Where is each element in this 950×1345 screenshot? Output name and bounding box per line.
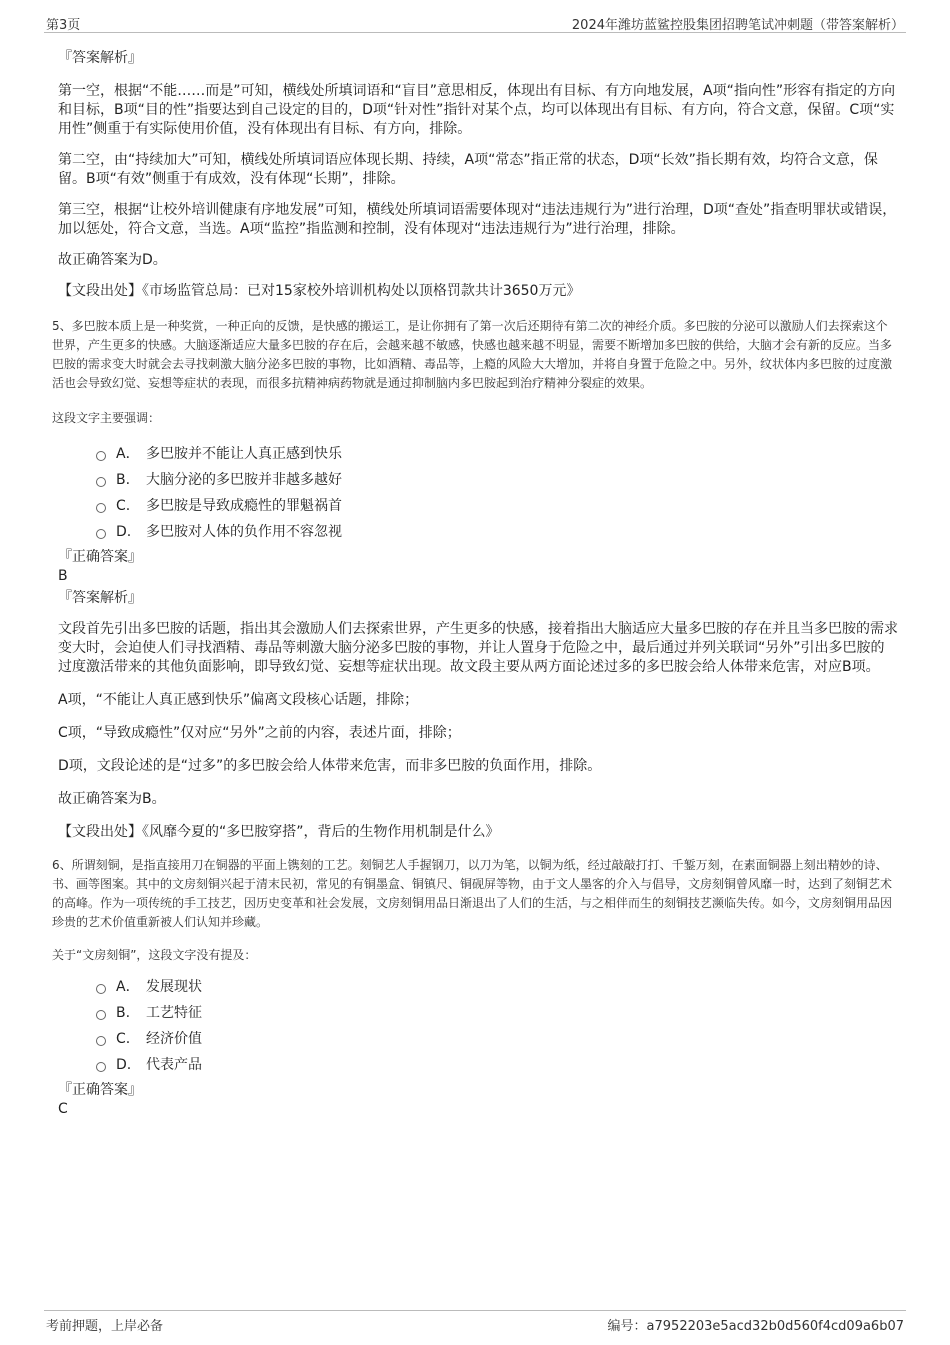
question-6-options	[52, 974, 898, 1078]
radio-icon[interactable]	[96, 451, 106, 461]
page-footer	[44, 1310, 906, 1333]
analysis-block	[52, 82, 898, 301]
option-c[interactable]	[96, 1026, 898, 1052]
radio-icon[interactable]	[96, 503, 106, 513]
correct-answer: C	[58, 1101, 68, 1117]
option-letter: C.	[116, 1031, 131, 1047]
radio-icon[interactable]	[96, 1062, 106, 1072]
question-6-prompt: 关于“文房刻铜”，这段文字没有提及：	[52, 948, 257, 962]
analysis-conclusion: 故正确答案为B。	[58, 791, 166, 807]
radio-icon[interactable]	[96, 1010, 106, 1020]
question-5-prompt: 这段文字主要强调：	[52, 411, 161, 425]
source-citation: 【文段出处】《市场监管总局：已对15家校外培训机构处以顶格罚款共计3650万元》	[58, 283, 581, 299]
correct-answer-label: 『正确答案』	[58, 549, 142, 565]
option-a[interactable]	[96, 441, 898, 467]
option-letter: D.	[116, 524, 132, 540]
radio-icon[interactable]	[96, 529, 106, 539]
analysis-paragraph: A项，“不能让人真正感到快乐”偏离文段核心话题，排除；	[58, 692, 419, 708]
option-d[interactable]	[96, 1052, 898, 1078]
analysis-paragraph: 第一空，根据“不能……而是”可知，横线处所填词语和“盲目”意思相反，体现出有目标、有方向地发展，A项“指向性”形容有指定的方向和目标，B项“目的性”指要达到自己设定的目的，D项“针对性”指针对某个点，均可以体现出有目标、有方向，符合文意，保留。C项“实用性”侧重于有实际使用价值，没有体现出有目标、有方向，排除。	[58, 83, 896, 137]
source-citation: 【文段出处】《风靡今夏的“多巴胺穿搭”，背后的生物作用机制是什么》	[58, 824, 500, 840]
page-number: 第3页	[46, 18, 81, 33]
correct-answer-label: 『正确答案』	[58, 1082, 142, 1098]
question-5-options	[52, 441, 898, 545]
analysis-conclusion: 故正确答案为D。	[58, 252, 167, 268]
option-letter: B.	[116, 472, 131, 488]
analysis-label: 『答案解析』	[58, 50, 142, 66]
option-text: 多巴胺对人体的负作用不容忽视	[146, 524, 342, 540]
question-5-text: 5、多巴胺本质上是一种奖赏，一种正向的反馈，是快感的搬运工，是让你拥有了第一次后还期待有第二次的神经介质。多巴胺的分泌可以激励人们去探索这个世界，产生更多的快感。大脑逐渐适应大量多巴胺的存在后，会越来越不敏感，快感也越来越不明显，需要不断增加多巴胺的供给，大脑才会有新的反应。当多巴胺的需求变大时就会去寻找刺激大脑分泌多巴胺的事物，比如酒精、毒品等，上瘾的风险大大增加，并将自身置于危险之中。另外，纹状体内多巴胺的过度激活也会导致幻觉、妄想等症状的表现，而很多抗精神病药物就是通过抑制脑内多巴胺起到治疗精神分裂症的效果。	[52, 319, 893, 390]
option-text: 代表产品	[146, 1057, 202, 1073]
correct-answer: B	[58, 568, 68, 584]
analysis-paragraph: 文段首先引出多巴胺的话题，指出其会激励人们去探索世界，产生更多的快感，接着指出大脑适应大量多巴胺的存在并且当多巴胺的需求变大时，会迫使人们寻找酒精、毒品等刺激大脑分泌多巴胺的事物，并让人置身于危险之中，最后通过并列关联词“另外”引出多巴胺的过度激活带来的其他负面影响，即导致幻觉、妄想等症状出现。故文段主要从两方面论述过多的多巴胺会给人体带来危害，对应B项。	[58, 621, 898, 675]
analysis-label: 『答案解析』	[58, 590, 142, 606]
document-serial: 编号：a7952203e5acd32b0d560f4cd09a6b07	[607, 1319, 904, 1334]
analysis-paragraph: 第二空，由“持续加大”可知，横线处所填词语应体现长期、持续，A项“常态”指正常的状态，D项“长效”指长期有效，均符合文意，保留。B项“有效”侧重于有成效，没有体现“长期”，排除。	[58, 152, 878, 187]
option-letter: A．	[116, 446, 140, 462]
analysis-paragraph: D项，文段论述的是“过多”的多巴胺会给人体带来危害，而非多巴胺的负面作用，排除。	[58, 758, 602, 774]
option-b[interactable]	[96, 1000, 898, 1026]
option-text: 发展现状	[146, 979, 202, 995]
question-6-text: 6、所谓刻铜，是指直接用刀在铜器的平面上镌刻的工艺。刻铜艺人手握钢刀，以刀为笔，以铜为纸，经过敲敲打打、千錾万刻，在素面铜器上刻出精妙的诗、书、画等图案。其中的文房刻铜兴起于清末民初，常见的有铜墨盒、铜镇尺、铜砚屏等物，由于文人墨客的介入与倡导，文房刻铜曾风靡一时，达到了刻铜艺术的高峰。作为一项传统的手工技艺，因历史变革和社会发展，文房刻铜用品日渐退出了人们的生活，与之相伴而生的刻铜技艺濒临失传。如今，文房刻铜用品因珍贵的艺术价值重新被人们认知并珍藏。	[52, 858, 893, 929]
option-text: 多巴胺是导致成瘾性的罪魁祸首	[146, 498, 342, 514]
option-text: 大脑分泌的多巴胺并非越多越好	[146, 472, 342, 488]
option-letter: D.	[116, 1057, 132, 1073]
page-header	[44, 12, 906, 33]
option-letter: A．	[116, 979, 140, 995]
option-b[interactable]	[96, 467, 898, 493]
radio-icon[interactable]	[96, 984, 106, 994]
option-a[interactable]	[96, 974, 898, 1000]
radio-icon[interactable]	[96, 1036, 106, 1046]
option-d[interactable]	[96, 519, 898, 545]
analysis-paragraph: 第三空，根据“让校外培训健康有序地发展”可知，横线处所填词语需要体现对“违法违规行为”进行治理，D项“查处”指查明罪状或错误，加以惩处，符合文意，当选。A项“监控”指监测和控制，没有体现对“违法违规行为”进行治理，排除。	[58, 202, 897, 237]
option-text: 多巴胺并不能让人真正感到快乐	[146, 446, 342, 462]
option-c[interactable]	[96, 493, 898, 519]
analysis-paragraph: C项，“导致成瘾性”仅对应“另外”之前的内容，表述片面，排除；	[58, 725, 461, 741]
analysis-block	[52, 620, 898, 842]
document-body	[52, 44, 898, 1119]
radio-icon[interactable]	[96, 477, 106, 487]
option-text: 工艺特征	[146, 1005, 202, 1021]
option-letter: B.	[116, 1005, 131, 1021]
option-text: 经济价值	[146, 1031, 202, 1047]
option-letter: C.	[116, 498, 131, 514]
footer-slogan: 考前押题，上岸必备	[46, 1319, 164, 1334]
document-title: 2024年潍坊蓝鲨控股集团招聘笔试冲刺题（带答案解析）	[571, 18, 904, 33]
